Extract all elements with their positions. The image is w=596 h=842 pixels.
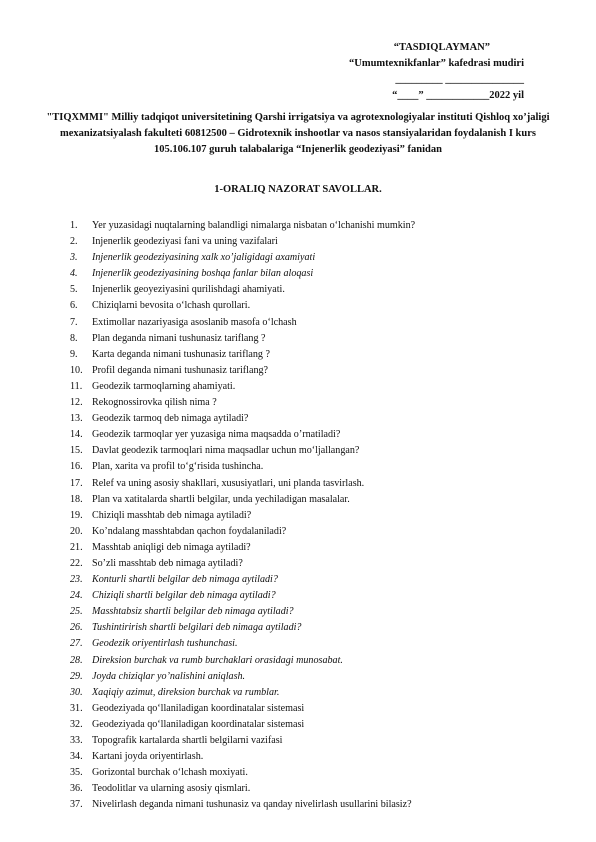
question-text: Karta deganda nimani tushunasiz tariflang ? (92, 348, 270, 360)
approval-block (304, 40, 524, 104)
question-number: 4. (70, 268, 78, 280)
question-text: Geodezik oriyentirlash tushunchasi. (92, 638, 238, 650)
question-text: Geodeziyada qo‘llaniladigan koordinatalar sistemasi (92, 702, 305, 714)
question-text: Injenerlik geodeziyasining boshqa fanlar bilan aloqasi (92, 268, 314, 280)
question-number: 11. (70, 380, 83, 392)
question-item (70, 620, 570, 636)
question-number: 26. (70, 622, 83, 634)
question-item (70, 363, 570, 379)
question-item (70, 218, 570, 234)
question-text: Geodezik tarmoq deb nimaga aytiladi? (92, 413, 249, 425)
question-item (70, 331, 570, 347)
document-heading: "TIQXMMI" Milliy tadqiqot universitetining Qarshi irrigatsiya va agrotexnologiyalar instituti Qishloq xo’jaligi mexanizatsiyalash fakulteti 60812500 – Gidrotexnik inshootlar va nasos stansiyalaridan foydalanish I kurs 105.106.107 guruh talabalariga “Injenerlik geodeziyasi” fanidan (46, 112, 550, 155)
question-text: Joyda chiziqlar yo’nalishini aniqlash. (92, 670, 246, 682)
question-number: 24. (70, 590, 83, 602)
question-text: Konturli shartli belgilar deb nimaga aytiladi? (92, 574, 278, 586)
question-text: Geodezik tarmoqlarning ahamiyati. (92, 380, 236, 392)
question-number: 7. (70, 316, 78, 328)
question-item (70, 556, 570, 572)
question-number: 5. (70, 284, 78, 296)
question-number: 17. (70, 477, 83, 489)
question-item (70, 604, 570, 620)
question-text: Chiziqlarni bevosita o‘lchash qurollari. (92, 300, 251, 312)
question-number: 34. (70, 751, 83, 763)
question-item (70, 282, 570, 298)
question-item (70, 234, 570, 250)
question-item (70, 669, 570, 685)
question-item (70, 733, 570, 749)
question-text: Injenerlik geoyeziyasini qurilishdagi ahamiyati. (92, 284, 285, 296)
question-item (70, 540, 570, 556)
question-item (70, 781, 570, 797)
question-number: 22. (70, 557, 83, 569)
question-text: Injenerlik geodeziyasi fani va uning vazifalari (92, 236, 278, 248)
question-item (70, 250, 570, 266)
question-item (70, 347, 570, 363)
question-text: Profil deganda nimani tushunasiz tariflang? (92, 364, 269, 376)
question-item (70, 459, 570, 475)
question-text: Ko’ndalang masshtabdan qachon foydalaniladi? (92, 525, 287, 537)
question-item (70, 636, 570, 652)
question-item (70, 685, 570, 701)
question-number: 25. (70, 606, 83, 618)
question-number: 3. (70, 252, 78, 264)
question-number: 14. (70, 429, 83, 441)
question-item (70, 572, 570, 588)
question-item (70, 315, 570, 331)
question-number: 28. (70, 654, 83, 666)
question-text: Davlat geodezik tarmoqlari nima maqsadlar uchun mo‘ljallangan? (92, 445, 360, 457)
question-item (70, 749, 570, 765)
question-item (70, 427, 570, 443)
question-number: 31. (70, 702, 83, 714)
question-text: Plan deganda nimani tushunasiz tariflang ? (92, 332, 266, 344)
question-text: Masshtab aniqligi deb nimaga aytiladi? (92, 541, 251, 553)
question-item (70, 797, 570, 813)
question-number: 20. (70, 525, 83, 537)
question-number: 33. (70, 735, 83, 746)
question-item (70, 476, 570, 492)
question-item (70, 717, 570, 733)
question-number: 10. (70, 364, 83, 376)
question-text: Chiziqli shartli belgilar deb nimaga aytiladi? (92, 590, 276, 602)
question-item (70, 653, 570, 669)
question-text: Nivelirlash deganda nimani tushunasiz va qanday nivelirlash usullarini bilasiz? (92, 799, 412, 811)
question-text: Geodezik tarmoqlar yer yuzasiga nima maqsadda o’rnatiladi? (92, 429, 341, 441)
question-number: 23. (70, 574, 83, 586)
approval-date-line: “____” ____________2022 yil (392, 90, 524, 101)
question-number: 30. (70, 686, 83, 698)
question-number: 18. (70, 493, 83, 505)
document-subtitle: 1-ORALIQ NAZORAT SAVOLLAR. (214, 184, 382, 195)
question-text: Rekognossirovka qilish nima ? (92, 397, 217, 409)
question-number: 27. (70, 638, 83, 650)
question-text: Geodeziyada qo‘llaniladigan koordinatalar sistemasi (92, 718, 305, 730)
question-text: Plan, xarita va profil to‘g‘risida tushincha. (92, 461, 264, 473)
question-item (70, 443, 570, 459)
question-text: Kartani joyda oriyentirlash. (92, 751, 204, 763)
question-item (70, 395, 570, 411)
question-text: Topografik kartalarda shartli belgilarni vazifasi (92, 735, 283, 746)
question-number: 13. (70, 413, 83, 425)
question-item (70, 765, 570, 781)
approval-department: “Umumtexnikfanlar” kafedrasi mudiri (348, 58, 524, 69)
question-text: Teodolitlar va ularning asosiy qismlari. (92, 783, 251, 795)
question-number: 9. (70, 348, 78, 360)
question-number: 16. (70, 461, 83, 473)
question-item (70, 298, 570, 314)
question-number: 21. (70, 541, 83, 553)
question-number: 19. (70, 509, 83, 521)
approval-title: “TASDIQLAYMAN” (393, 42, 490, 53)
question-number: 29. (70, 670, 83, 682)
question-number: 2. (70, 236, 78, 248)
question-item (70, 508, 570, 524)
question-text: So’zli masshtab deb nimaga aytiladi? (92, 557, 243, 569)
question-text: Direksion burchak va rumb burchaklari orasidagi munosabat. (92, 654, 343, 666)
question-text: Gorizontal burchak o‘lchash moxiyati. (92, 767, 248, 779)
question-number: 37. (70, 799, 83, 811)
question-item (70, 411, 570, 427)
question-item (70, 492, 570, 508)
question-text: Extimollar nazariyasiga asoslanib masofa o‘lchash (92, 316, 297, 328)
question-text: Plan va xatitalarda shartli belgilar, unda yechiladigan masalalar. (92, 493, 350, 505)
question-text: Xaqiqiy azimut, direksion burchak va rumblar. (92, 686, 280, 698)
question-number: 36. (70, 783, 83, 795)
question-number: 32. (70, 718, 83, 730)
question-text: Masshtabsiz shartli belgilar deb nimaga aytiladi? (92, 606, 294, 618)
question-item (70, 588, 570, 604)
question-item (70, 524, 570, 540)
question-number: 1. (70, 220, 78, 231)
question-text: Yer yuzasidagi nuqtalarning balandligi nimalarga nisbatan o‘lchanishi mumkin? (92, 220, 416, 231)
question-number: 35. (70, 767, 83, 779)
question-text: Tushintirirish shartli belgilari deb nimaga aytiladi? (92, 622, 302, 634)
question-text: Injenerlik geodeziyasining xalk xo’jaligidagi axamiyati (92, 252, 316, 264)
question-number: 8. (70, 332, 78, 344)
question-item (70, 266, 570, 282)
question-number: 6. (70, 300, 78, 312)
question-list (70, 218, 570, 813)
question-text: Relef va uning asosiy shakllari, xususiyatlari, uni planda tasvirlash. (92, 477, 365, 489)
question-item (70, 379, 570, 395)
question-number: 12. (70, 397, 83, 409)
question-number: 15. (70, 445, 83, 457)
approval-signature-line: _________ _______________ (395, 74, 524, 85)
question-text: Chiziqli masshtab deb nimaga aytiladi? (92, 509, 252, 521)
question-item (70, 701, 570, 717)
